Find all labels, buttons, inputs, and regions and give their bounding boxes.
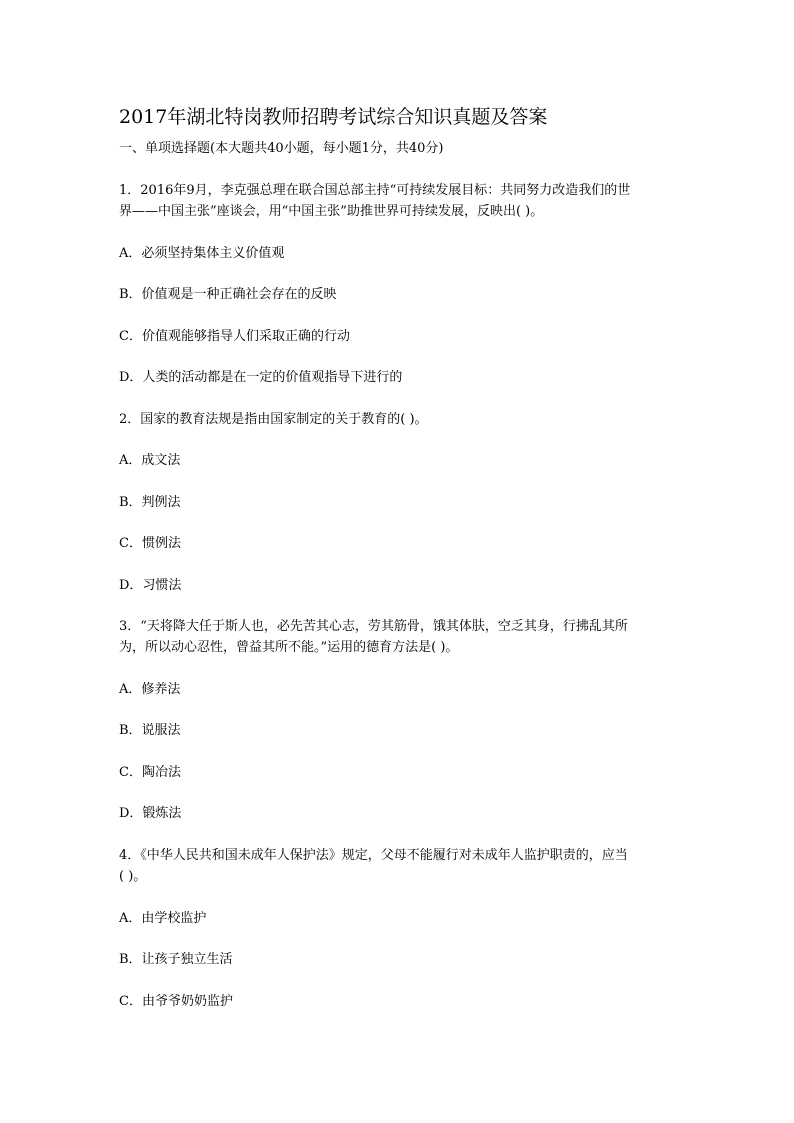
question-1-option-c: C．价值观能够指导人们采取正确的行动	[119, 329, 350, 344]
question-2-option-c: C．惯例法	[119, 536, 181, 551]
question-4-stem-line-2: ( )。	[119, 869, 147, 884]
question-2-stem-line-1: 2．国家的教育法规是指由国家制定的关于教育的( )。	[119, 412, 428, 427]
question-1-option-a: A．必须坚持集体主义价值观	[119, 246, 285, 261]
question-1-stem-line-1: 1．2016年9月，李克强总理在联合国总部主持“可持续发展目标：共同努力改造我们的世	[119, 183, 631, 198]
question-1-option-d: D．人类的活动都是在一定的价值观指导下进行的	[119, 370, 403, 385]
question-3-stem-line-2: 为，所以动心忍性，曾益其所不能。”运用的德育方法是( )。	[119, 640, 459, 655]
question-4-stem-line-1: 4．《中华人民共和国未成年人保护法》规定，父母不能履行对未成年人监护职责的，应当	[119, 848, 628, 863]
question-3-option-c: C．陶冶法	[119, 765, 181, 780]
question-3-option-b: B．说服法	[119, 723, 181, 738]
question-4-option-b: B．让孩子独立生活	[119, 952, 233, 967]
question-2-option-d: D．习惯法	[119, 578, 182, 593]
section-heading: 一、单项选择题(本大题共40小题，每小题1分，共40分)	[119, 141, 444, 156]
question-4-option-a: A．由学校监护	[119, 911, 207, 926]
question-3-option-a: A．修养法	[119, 682, 181, 697]
question-3-option-d: D．锻炼法	[119, 806, 182, 821]
question-2-option-b: B．判例法	[119, 495, 181, 510]
question-3-stem-line-1: 3．“天将降大任于斯人也，必先苦其心志，劳其筋骨，饿其体肤，空乏其身，行拂乱其所	[119, 619, 628, 634]
question-2-option-a: A．成文法	[119, 453, 181, 468]
question-4-option-c: C．由爷爷奶奶监护	[119, 994, 233, 1009]
question-1-stem-line-2: 界——中国主张”座谈会，用“中国主张”助推世界可持续发展，反映出( )。	[119, 204, 544, 219]
question-1-option-b: B．价值观是一种正确社会存在的反映	[119, 287, 337, 302]
document-title: 2017年湖北特岗教师招聘考试综合知识真题及答案	[119, 106, 548, 128]
